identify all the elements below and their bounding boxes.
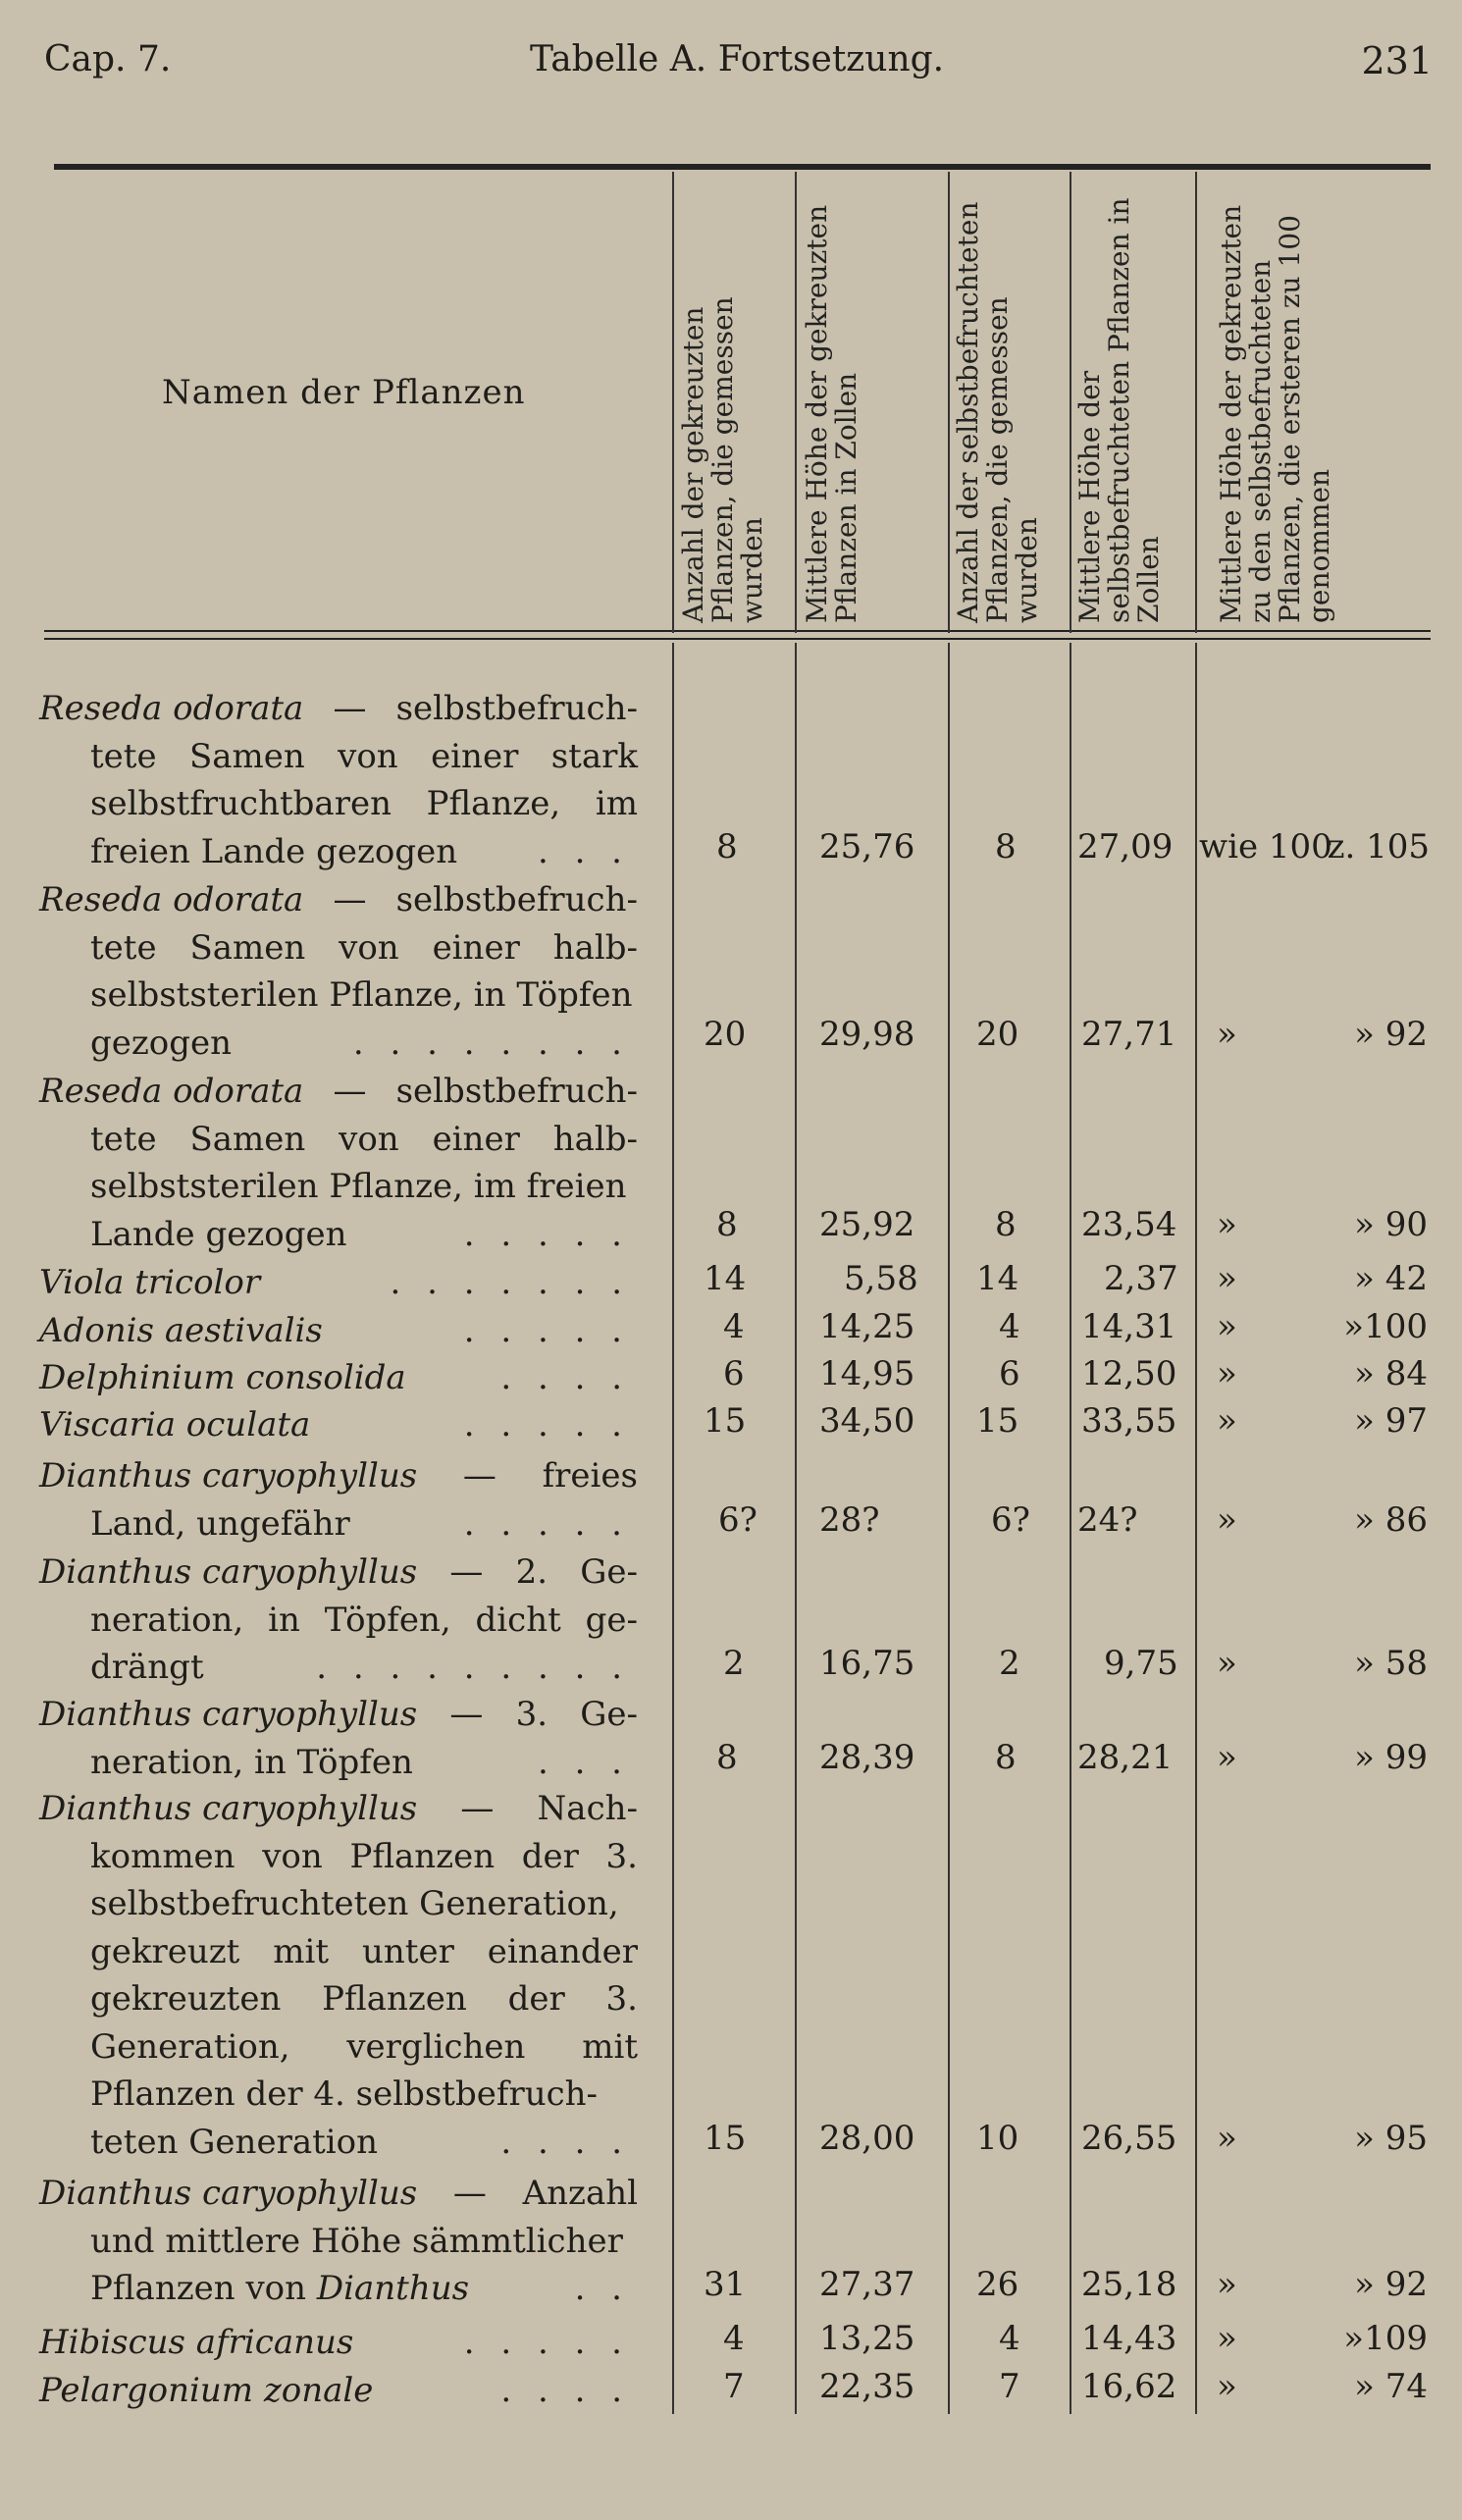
column-divider — [1195, 172, 1197, 633]
self-height: 9,75 — [1104, 1644, 1178, 1683]
plant-name: Viola tricolor — [39, 1263, 261, 1302]
plant-name: Hibiscus africanus — [39, 2323, 354, 2362]
header-rule-2 — [44, 638, 1431, 640]
cross-height: 13,25 — [819, 2319, 915, 2358]
column-divider — [1070, 643, 1071, 2414]
cross-count: 15 — [704, 2119, 747, 2158]
cross-count: 8 — [716, 1738, 738, 1777]
cross-count: 4 — [723, 1307, 745, 1346]
cross-count: 6? — [718, 1500, 757, 1540]
table-row: Delphinium consolida . . . . — [39, 1354, 638, 1402]
self-count: 6? — [991, 1500, 1030, 1540]
self-height: 26,55 — [1081, 2119, 1177, 2158]
self-count: 8 — [995, 1738, 1017, 1777]
self-count: 7 — [999, 2367, 1020, 2406]
table-row: Dianthus caryophyllus — Nach- kommen von Pflanzen der 3. selbstbefruchteten Generation, gekreuzt mit unter einander gekreuzten Pflanzen der 3. Generation, verglichen mit Pflanzen der 4. selbstbefruch- teten Generation . . . . — [39, 1785, 638, 2166]
cross-height: 28,39 — [819, 1738, 915, 1777]
names-column-header: Namen der Pflanzen — [162, 373, 526, 412]
self-height: 14,43 — [1081, 2319, 1177, 2358]
cross-count: 31 — [704, 2265, 747, 2304]
plant-name: Dianthus caryophyllus — [39, 2174, 418, 2213]
table-row: Pelargonium zonale . . . . — [39, 2367, 638, 2415]
book-page: Cap. 7. Tabelle A. Fortsetzung. 231 Namen der Pflanzen Anzahl der gekreuzten Pflanzen, die gemessen wurden Mittlere Höhe der gekreuzten Pflanzen in Zollen Anzahl der selbstbefruchteten Pflanzen, die gemessen wurden Mittlere Höhe der selbstbefruchteten Pflanzen in Zollen Mittlere Höhe der gekreuzten zu den selbstbefruchteten Pflanzen, die ersteren zu 100 genommen Reseda odorata — selbstbefruch- tete Samen von einer stark selbstfruchtbaren Pflanze, im freien Lande gezogen . . . 8 25,76 8 27,09 wie 100 z. 105 Reseda odorata — selbstbefruch- tete Samen von einer halb- selbststerilen Pflanze, in Töpfen gezogen . . . . . . . . 20 29,98 20 27,71 » » 92 Reseda odorata — selbstbefruch- tete Samen von einer halb- selbststerilen Pflanze, im freien Lande gezogen . . . . . 8 25,92 8 23,54 » » 90 Viola tricolor . . . . . . . 14 5,58 14 2,37 » » 42 Adonis aestivalis . . . . . 4 14,25 4 14,31 » »100 Delphinium consolida . . . . 6 14,95 6 12,50 » » 84 Viscaria oculata . . . . . 15 34,50 15 33,55 » » 97 Dianthus caryophyllus — freies Land, ungefähr . . . . . 6? 28? 6? 24? » » 86 Dianthus caryophyllus — 2. Ge- neration, in Töpfen, dicht ge- drängt . . . . . . . . . 2 16,75 2 9,75 » » 58 Dianthus caryophyllus — 3. Ge- neration, in Töpfen . . . 8 28,39 8 28,21 » » 99 Dianthus caryophyllus — Nach- kommen von Pflanzen der 3. selbstbefruchteten Generation, gekreuzt mit unter einander gekreuzten Pflanzen der 3. Generation, verglichen mit Pflanzen der 4. selbstbefruch- teten Generation . . . . 15 28,00 10 26,55 » » 95 Dianthus caryophyllus — Anzahl und mittlere Höhe sämmtlicher Pflanzen von Dianthus . . 31 27,37 26 25,18 » » 92 Hibiscus africanus . . . . . 4 13,25 4 14,43 » »109 Pelargonium zonale . . . . 7 22,35 7 16,62 » » 74 — [0, 0, 1462, 2520]
plant-name: Reseda odorata — [39, 880, 304, 919]
self-count: 8 — [995, 1205, 1017, 1244]
cross-count-header: Anzahl der gekreuzten Pflanzen, die gemessen wurden — [677, 296, 768, 623]
self-height-header: Mittlere Höhe der selbstbefruchteten Pflanzen in Zollen — [1073, 197, 1165, 623]
cross-height: 14,95 — [819, 1354, 915, 1393]
plant-name: Adonis aestivalis — [39, 1311, 323, 1350]
cross-height: 25,76 — [819, 827, 915, 866]
cross-height-header: Mittlere Höhe der gekreuzten Pflanzen in Zollen — [801, 204, 862, 623]
plant-name: Reseda odorata — [39, 689, 304, 728]
self-count: 4 — [999, 1307, 1020, 1346]
self-height: 23,54 — [1081, 1205, 1177, 1244]
self-count: 15 — [976, 1401, 1019, 1441]
cross-count: 8 — [716, 827, 738, 866]
table-row: Adonis aestivalis . . . . . — [39, 1307, 638, 1355]
table-row: Reseda odorata — selbstbefruch- tete Samen von einer halb- selbststerilen Pflanze, in Töpfen gezogen . . . . . . . . — [39, 876, 638, 1067]
cross-height: 34,50 — [819, 1401, 915, 1441]
cross-height: 22,35 — [819, 2367, 915, 2406]
top-rule — [54, 164, 1431, 170]
column-divider — [1195, 643, 1197, 2414]
cross-count: 4 — [723, 2319, 745, 2358]
self-count: 8 — [995, 827, 1017, 866]
self-count: 6 — [999, 1354, 1020, 1393]
column-divider — [948, 643, 950, 2414]
cross-height: 14,25 — [819, 1307, 915, 1346]
column-divider — [795, 172, 797, 633]
table-row: Viola tricolor . . . . . . . — [39, 1259, 638, 1307]
self-height: 14,31 — [1081, 1307, 1177, 1346]
self-height: 33,55 — [1081, 1401, 1177, 1441]
cross-height: 29,98 — [819, 1015, 915, 1054]
plant-name: Dianthus caryophyllus — [39, 1695, 418, 1734]
self-height: 24? — [1077, 1500, 1138, 1540]
self-count: 10 — [976, 2119, 1019, 2158]
chapter-label: Cap. 7. — [44, 39, 172, 79]
table-row: Reseda odorata — selbstbefruch- tete Samen von einer halb- selbststerilen Pflanze, im freien Lande gezogen . . . . . — [39, 1068, 638, 1258]
column-divider — [1070, 172, 1071, 633]
cross-count: 14 — [704, 1259, 747, 1298]
column-divider — [948, 172, 950, 633]
self-height: 16,62 — [1081, 2367, 1177, 2406]
table-row: Dianthus caryophyllus — 2. Ge- neration, in Töpfen, dicht ge- drängt . . . . . . . . . — [39, 1549, 638, 1692]
cross-height: 27,37 — [819, 2265, 915, 2304]
cross-height: 25,92 — [819, 1205, 915, 1244]
cross-count: 7 — [723, 2367, 745, 2406]
cross-count: 20 — [704, 1015, 747, 1054]
self-height: 12,50 — [1081, 1354, 1177, 1393]
self-count: 2 — [999, 1644, 1020, 1683]
plant-name: Reseda odorata — [39, 1072, 304, 1111]
cross-height: 5,58 — [844, 1259, 918, 1298]
self-count: 26 — [976, 2265, 1019, 2304]
cross-count: 15 — [704, 1401, 747, 1441]
self-count: 14 — [976, 1259, 1019, 1298]
self-height: 25,18 — [1081, 2265, 1177, 2304]
self-height: 27,71 — [1081, 1015, 1177, 1054]
column-divider — [672, 643, 674, 2414]
self-count: 20 — [976, 1015, 1019, 1054]
table-row: Reseda odorata — selbstbefruch- tete Samen von einer stark selbstfruchtbaren Pflanze, im freien Lande gezogen . . . — [39, 685, 638, 875]
self-count-header: Anzahl der selbstbefruchteten Pflanzen, die gemessen wurden — [952, 201, 1043, 623]
self-height: 2,37 — [1104, 1259, 1178, 1298]
self-count: 4 — [999, 2319, 1020, 2358]
column-divider — [795, 643, 797, 2414]
cross-height: 28? — [819, 1500, 880, 1540]
table-row: Dianthus caryophyllus — Anzahl und mittlere Höhe sämmtlicher Pflanzen von Dianthus . . — [39, 2170, 638, 2313]
table-title: Tabelle A. Fortsetzung. — [530, 39, 945, 79]
plant-name: Viscaria oculata — [39, 1405, 311, 1444]
cross-count: 6 — [723, 1354, 745, 1393]
plant-name: Pelargonium zonale — [39, 2371, 374, 2410]
table-row: Hibiscus africanus . . . . . — [39, 2319, 638, 2367]
ratio-header: Mittlere Höhe der gekreuzten zu den selbstbefruchteten Pflanzen, die ersteren zu 100 genommen — [1215, 204, 1335, 623]
plant-name: Dianthus caryophyllus — [39, 1552, 418, 1592]
cross-count: 2 — [723, 1644, 745, 1683]
header-rule-1 — [44, 630, 1431, 632]
plant-name: Delphinium consolida — [39, 1358, 406, 1397]
self-height: 28,21 — [1077, 1738, 1174, 1777]
cross-height: 28,00 — [819, 2119, 915, 2158]
table-row: Dianthus caryophyllus — 3. Ge- neration, in Töpfen . . . — [39, 1691, 638, 1786]
self-height: 27,09 — [1077, 827, 1174, 866]
cross-height: 16,75 — [819, 1644, 915, 1683]
plant-name: Dianthus caryophyllus — [39, 1789, 418, 1828]
table-row: Dianthus caryophyllus — freies Land, ungefähr . . . . . — [39, 1452, 638, 1548]
running-head — [44, 39, 1433, 88]
page-number: 231 — [1361, 39, 1433, 82]
cross-count: 8 — [716, 1205, 738, 1244]
table-row: Viscaria oculata . . . . . — [39, 1401, 638, 1449]
plant-name: Dianthus caryophyllus — [39, 1456, 418, 1496]
column-divider — [672, 172, 674, 633]
